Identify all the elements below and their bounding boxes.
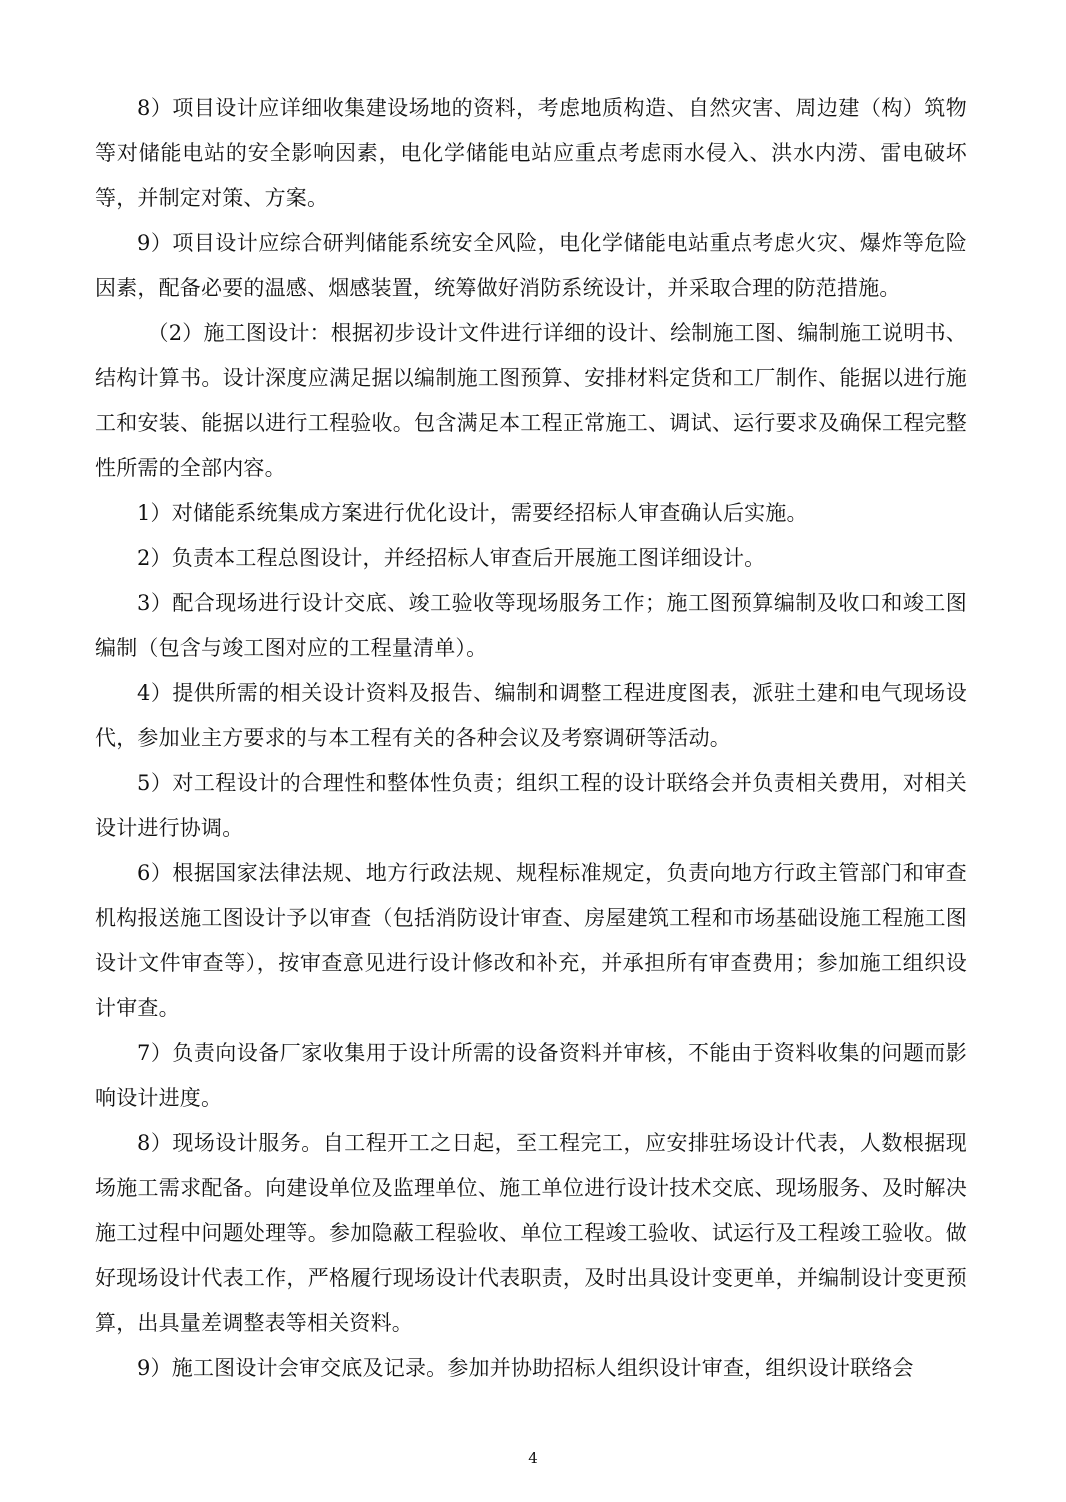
paragraph-item-8-site-data: 8）项目设计应详细收集建设场地的资料，考虑地质构造、自然灾害、周边建（构）筑物等对储能电站的安全影响因素，电化学储能电站应重点考虑雨水侵入、洪水内涝、雷电破坏等，并制定对策、方案。 bbox=[95, 96, 967, 210]
paragraph-item-8-site-design-service: 8）现场设计服务。自工程开工之日起，至工程完工，应安排驻场设计代表，人数根据现场施工需求配备。向建设单位及监理单位、施工单位进行设计技术交底、现场服务、及时解决施工过程中问题处理等。参加隐蔽工程验收、单位工程竣工验收、试运行及工程竣工验收。做好现场设计代表工作，严格履行现场设计代表职责，及时出具设计变更单，并编制设计变更预算，出具量差调整表等相关资料。 bbox=[95, 1131, 967, 1335]
paragraph-item-4-design-materials: 4）提供所需的相关设计资料及报告、编制和调整工程进度图表，派驻土建和电气现场设代，参加业主方要求的与本工程有关的各种会议及考察调研等活动。 bbox=[95, 681, 967, 750]
document-body bbox=[95, 86, 967, 1391]
paragraph-item-1-optimization: 1）对储能系统集成方案进行优化设计，需要经招标人审查确认后实施。 bbox=[137, 501, 808, 525]
paragraph-item-7-equipment-data: 7）负责向设备厂家收集用于设计所需的设备资料并审核，不能由于资料收集的问题而影响设计进度。 bbox=[95, 1041, 967, 1110]
paragraph-item-6-review: 6）根据国家法律法规、地方行政法规、规程标准规定，负责向地方行政主管部门和审查机构报送施工图设计予以审查（包括消防设计审查、房屋建筑工程和市场基础设施工程施工图设计文件审查等），按审查意见进行设计修改和补充，并承担所有审查费用；参加施工组织设计审查。 bbox=[95, 861, 967, 1020]
paragraph-item-3-site-service: 3）配合现场进行设计交底、竣工验收等现场服务工作；施工图预算编制及收口和竣工图编制（包含与竣工图对应的工程量清单）。 bbox=[95, 591, 967, 660]
paragraph-construction-drawing-design: （2）施工图设计：根据初步设计文件进行详细的设计、绘制施工图、编制施工说明书、结构计算书。设计深度应满足据以编制施工图预算、安排材料定货和工厂制作、能据以进行施工和安装、能据以进行工程验收。包含满足本工程正常施工、调试、运行要求及确保工程完整性所需的全部内容。 bbox=[95, 321, 967, 480]
paragraph-item-2-general-layout: 2）负责本工程总图设计，并经招标人审查后开展施工图详细设计。 bbox=[137, 546, 766, 570]
page-number: 4 bbox=[528, 1449, 538, 1467]
paragraph-item-5-responsibility: 5）对工程设计的合理性和整体性负责；组织工程的设计联络会并负责相关费用，对相关设计进行协调。 bbox=[95, 771, 967, 840]
paragraph-item-9-drawing-review: 9）施工图设计会审交底及记录。参加并协助招标人组织设计审查，组织设计联络会 bbox=[137, 1356, 914, 1380]
paragraph-item-9-safety-risk: 9）项目设计应综合研判储能系统安全风险，电化学储能电站重点考虑火灾、爆炸等危险因素，配备必要的温感、烟感装置，统筹做好消防系统设计，并采取合理的防范措施。 bbox=[95, 231, 967, 300]
